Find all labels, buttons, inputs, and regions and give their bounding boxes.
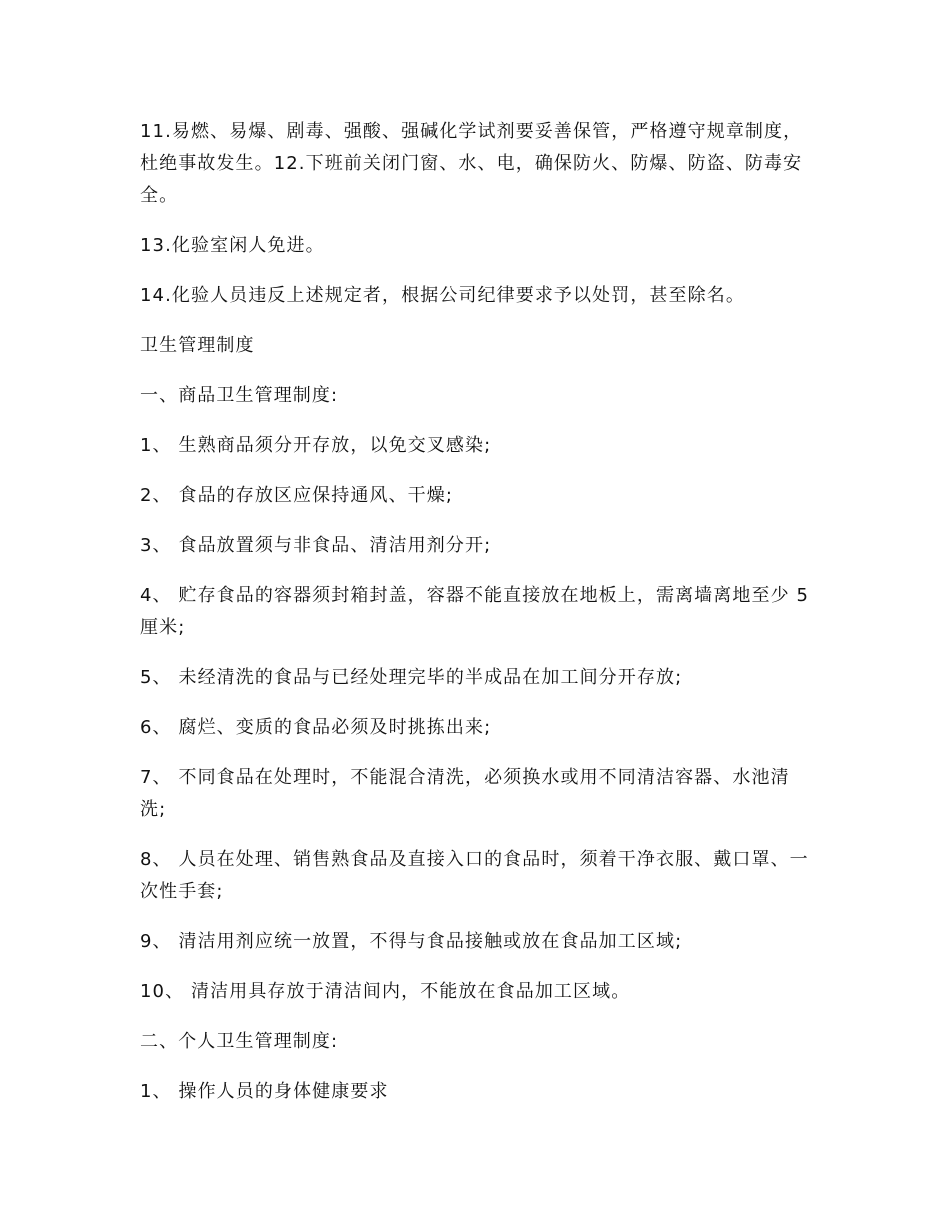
goods-item-2: 2、 食品的存放区应保持通风、干燥; — [140, 485, 454, 506]
goods-item-3: 3、 食品放置须与非食品、清洁用剂分开; — [140, 535, 492, 556]
goods-item-4: 4、 贮存食品的容器须封箱封盖，容器不能直接放在地板上，需离墙离地至少 5 厘米; — [140, 585, 810, 638]
document-body — [140, 116, 815, 1126]
goods-item-1: 1、 生熟商品须分开存放，以免交叉感染; — [140, 435, 492, 456]
section-title-hygiene: 卫生管理制度 — [140, 335, 255, 356]
goods-item-10: 10、 清洁用具存放于清洁间内，不能放在食品加工区域。 — [140, 981, 631, 1002]
subsection-personal-hygiene: 二、个人卫生管理制度: — [140, 1031, 339, 1052]
subsection-goods-hygiene: 一、商品卫生管理制度: — [140, 385, 339, 406]
goods-item-8: 8、 人员在处理、销售熟食品及直接入口的食品时，须着干净衣服、戴口罩、一次性手套; — [140, 849, 809, 902]
goods-item-6: 6、 腐烂、变质的食品必须及时挑拣出来; — [140, 717, 492, 738]
rule-13-paragraph: 13.化验室闲人免进。 — [140, 235, 325, 256]
personal-item-1: 1、 操作人员的身体健康要求 — [140, 1081, 389, 1102]
goods-item-9: 9、 清洁用剂应统一放置，不得与食品接触或放在食品加工区域; — [140, 931, 683, 952]
rule-11-12-paragraph: 11.易燃、易爆、剧毒、强酸、强碱化学试剂要妥善保管，严格遵守规章制度，杜绝事故发生。12.下班前关闭门窗、水、电，确保防火、防爆、防盗、防毒安全。 — [140, 121, 803, 206]
rule-14-paragraph: 14.化验人员违反上述规定者，根据公司纪律要求予以处罚，甚至除名。 — [140, 285, 745, 306]
goods-item-7: 7、 不同食品在处理时，不能混合清洗，必须换水或用不同清洁容器、水池清洗; — [140, 767, 790, 820]
goods-item-5: 5、 未经清洗的食品与已经处理完毕的半成品在加工间分开存放; — [140, 667, 683, 688]
